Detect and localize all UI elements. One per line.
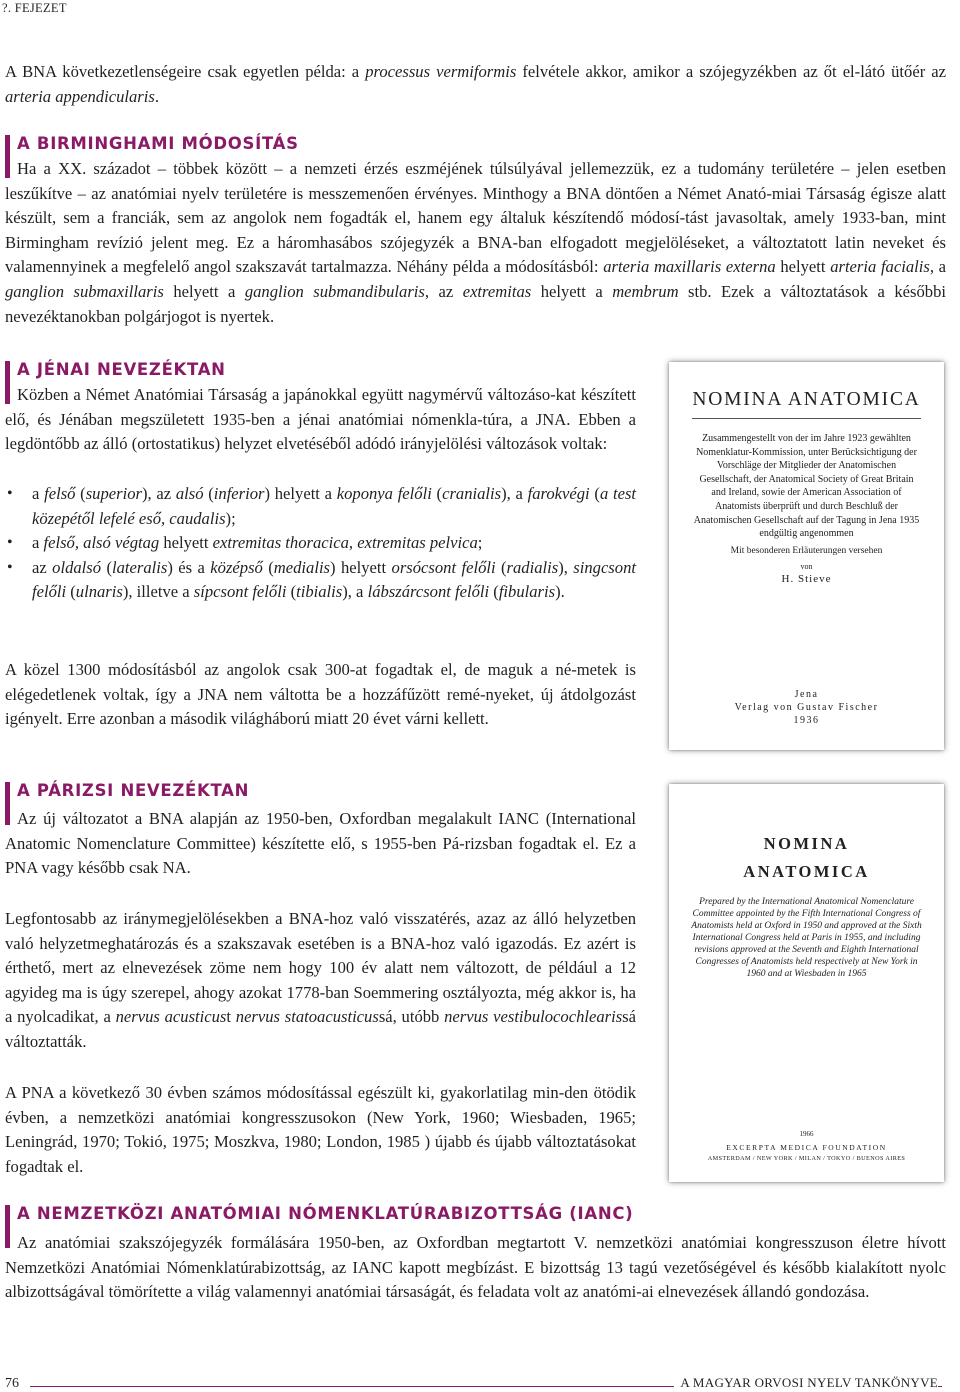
list-item: • a felső (superior), az alsó (inferior) helyett a koponya felőli (cranialis), a farokvégi (a test közepétől lefelé eső, caudalis); [5,482,636,531]
chapter-label: ?. FEJEZET [2,1,67,15]
cover-publisher: Verlag von Gustav Fischer [734,702,879,713]
intro-paragraph: A BNA következetlenségeire csak egyetlen példa: a processus vermiformis felvétele akkor, amikor a szójegyzékben az őt el-látó ütőér az arteria appendicularis. [5,62,946,106]
nomina-anatomica-1966-cover [669,784,944,1182]
jena-closing: A közel 1300 módosításból az angolok csak 300-at fogadtak el, de maguk a né-metek is elégedetlenek voltak, így a JNA nem váltotta be a hozzáfűzött remé-nyeket, új átdolgozást igényelt. Erre azonban a második világháború miatt 20 évet várni kellett. [5,660,636,729]
cover-title: NOMINA ANATOMICA [692,389,921,410]
cover-author: H. Stieve [781,573,832,585]
birmingham-paragraph: Ha a XX. századot – többek között – a nemzeti érzés eszméjének túlsúlyával jellemezzük, ez a tudomány területére – jelen esetben leszűkítve – az anatómiai nyelv területére is messzemenően érvényes. Minthogy a BNA döntően a Német Anató-miai Társaság égisze alatt készült, sem a franciák, sem az angolok nem fogadták el, hanem egy általuk készítendő módosí-tást javasoltak, amely 1933-ban, mint Birmingham revízió jelent meg. Ez a háromhasábos szójegyzék a BNA-ban elfogadott megjelöléseket, a változtatott latin neveket és valamennyinek a megfelelő angol szakszavát tartalmazza. Néhány példa a módosításból: arteria maxillaris externa helyett arteria facialis, a ganglion submaxillaris helyett a ganglion submandibularis, az extremitas helyett a membrum stb. Ezek a változtatások a későbbi nevezéktanokban polgárjogot is nyertek. [5,159,947,326]
cover-subtitle: Mit besonderen Erläuterungen versehen [730,546,883,556]
paris-paragraph-3: A PNA a következő 30 évben számos módosítással egészült ki, gyakorlatilag min-den ötödik évben, a nemzetközi anatómiai kongresszusokon (New York, 1960; Wiesbaden, 1965; Leningrád, 1970; Tokió, 1975; Moszkva, 1980; London, 1985 ) újabb és újabb változtatásokat fogadtak el. [5,1083,636,1176]
heading-birmingham: A BIRMINGHAMI MÓDOSÍTÁS [17,134,299,153]
heading-ianc: A NEMZETKÖZI ANATÓMIAI NÓMENKLATÚRABIZOTTSÁG (IANC) [17,1204,634,1223]
list-item: • az oldalsó (lateralis) és a középső (medialis) helyett orsócsont felőli (radialis), singcsont felőli (ulnaris), illetve a sípcsont felőli (tibialis), a lábszárcsont felőli (fibularis). [5,556,636,605]
cover-description: Zusammengestellt von der im Jahre 1923 gewählten Nomenklatur-Kommission, unter Berücksichtigung der Vorschläge der Mitglieder der Anatomischen Gesellschaft, der Anatomical Society of Great Britain and Ireland, sowie der American Association of Anatomists überprüft und durch Beschluß der Anatomischen Gesellschaft auf der Tagung in Jena 1935 endgültig angenommen [693,433,920,540]
cover-city: Jena [794,689,819,700]
jena-intro: Közben a Német Anatómiai Társaság a japánokkal együtt nagymérvű változáso-kat készített elő, és Jénában megszületett 1935-ben a jénai anatómiai nómenkla-túra, a JNA. Ebben a legdöntőbb az álló (ortostatikus) helyzet elvetéséből adódó irányjelölési változások voltak: [5,385,636,454]
cover-cities: AMSTERDAM / NEW YORK / MILAN / TOKYO / BUENOS AIRES [707,1155,906,1162]
cover-divider [692,418,921,419]
cover-imprint [669,688,944,727]
cover-description: Prepared by the International Anatomical Nomenclature Committee appointed by the Fifth International Congress of Anatomists held at Oxford in 1950 and approved at the Sixth International Congress held at Paris in 1955, and including revisions approved at the Seventh and Eighth International Congresses of Anatomists held respectively at New York in 1960 and at Wiesbaden in 1965 [691,897,922,979]
ianc-paragraph: Az anatómiai szakszójegyzék formálására 1950-ben, az Oxfordban megtartott V. nemzetközi anatómiai kongresszuson életre hívott Nemzetközi Anatómiai Nómenklatúrabizottság, az IANC kapott megbízást. E bizottság 13 tagú vezetőségével és később kialakított nyolc albizottságával tömörítette a világ valamennyi anatómiai társaságát, és feladata volt az anatómi-ai elnevezések állandó gondozása. [5,1233,946,1302]
cover-year: 1966 [799,1130,814,1138]
cover-publisher: EXCERPTA MEDICA FOUNDATION [726,1143,887,1152]
book-title: A MAGYAR ORVOSI NYELV TANKÖNYVE [674,1375,938,1391]
list-item: • a felső, alsó végtag helyett extremitas thoracica, extremitas pelvica; [5,531,636,556]
cover-title-line-1: NOMINA [763,834,850,853]
heading-jena: A JÉNAI NEVEZÉKTAN [17,360,226,379]
heading-paris: A PÁRIZSI NEVEZÉKTAN [17,781,250,800]
cover-von: von [800,562,813,571]
page-number: 76 [5,1376,19,1391]
cover-title-line-2: ANATOMICA [743,862,870,881]
paris-paragraph-2: Legfontosabb az iránymegjelölésekben a BNA-hoz való visszatérés, azaz az álló helyzetben való helyzetmeghatározás és a szakszavak esetében is a BNA-hoz való igazodás. Ez azért is érthető, mert az elnevezések zöme nem hogy 100 év alatt nem változott, de például a 12 agyideg ma is úgy szerepel, ahogy azokat 1778-ban Soemmering osztályozta, még akkor is, ha a nyolcadikat, a nervus acusticust nervus statoacusticussá, utóbb nervus vestibulocochlearissá változtatták. [5,909,636,1051]
cover-year: 1936 [793,715,820,726]
paris-paragraph-1: Az új változatot a BNA alapján az 1950-ben, Oxfordban megalakult IANC (International Anatomic Nomenclature Committee) készítette elő, s 1955-ben Pá-rizsban fogadtak el. Ez a PNA vagy később csak NA. [5,809,636,878]
nomina-anatomica-1936-cover [669,362,944,750]
jena-bullet-list [5,482,636,605]
